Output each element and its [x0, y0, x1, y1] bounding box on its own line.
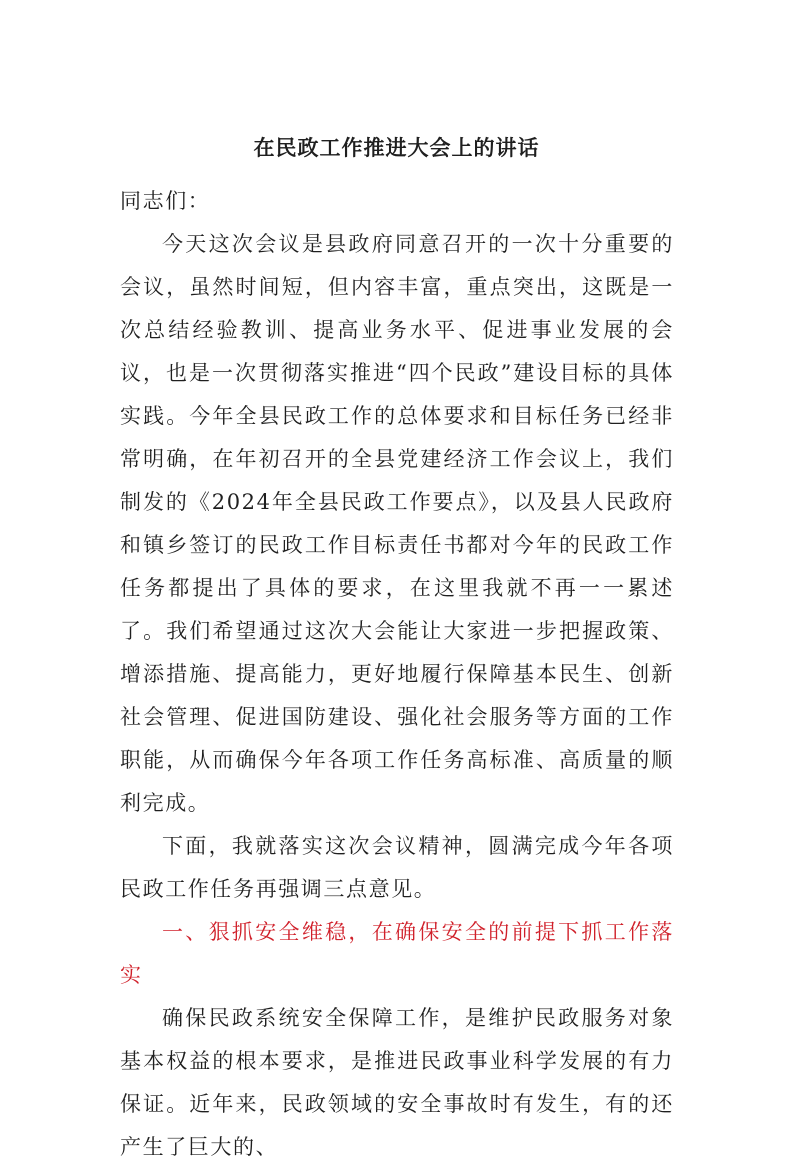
paragraph-opening: 今天这次会议是县政府同意召开的一次十分重要的会议，虽然时间短，但内容丰富，重点突出，这既是一次总结经验教训、提高业务水平、促进事业发展的会议，也是一次贯彻落实推进“四个民政”建设目标的具体实践。今年全县民政工作的总体要求和目标任务已经非常明确，在年初召开的全县党建经济工作会议上，我们制发的《2024年全县民政工作要点》，以及县人民政府和镇乡签订的民政工作目标责任书都对今年的民政工作任务都提出了具体的要求，在这里我就不再一一累述了。我们希望通过这次大会能让大家进一步把握政策、增添措施、提高能力，更好地履行保障基本民生、创新社会管理、促进国防建设、强化社会服务等方面的工作职能，从而确保今年各项工作任务高标准、高质量的顺利完成。 [120, 232, 674, 815]
document-title: 在民政工作推进大会上的讲话 [253, 135, 540, 160]
document-body [120, 180, 674, 1169]
section-heading: 一、狠抓安全维稳，在确保安全的前提下抓工作落实 [120, 920, 674, 987]
paragraph-section-one: 确保民政系统安全保障工作，是维护民政服务对象基本权益的根本要求，是推进民政事业科学发展的有力保证。近年来，民政领域的安全事故时有发生，有的还产生了巨大的、 [120, 1006, 674, 1159]
paragraph-transition: 下面，我就落实这次会议精神，圆满完成今年各项民政工作任务再强调三点意见。 [120, 834, 674, 901]
salutation: 同志们： [120, 189, 211, 213]
